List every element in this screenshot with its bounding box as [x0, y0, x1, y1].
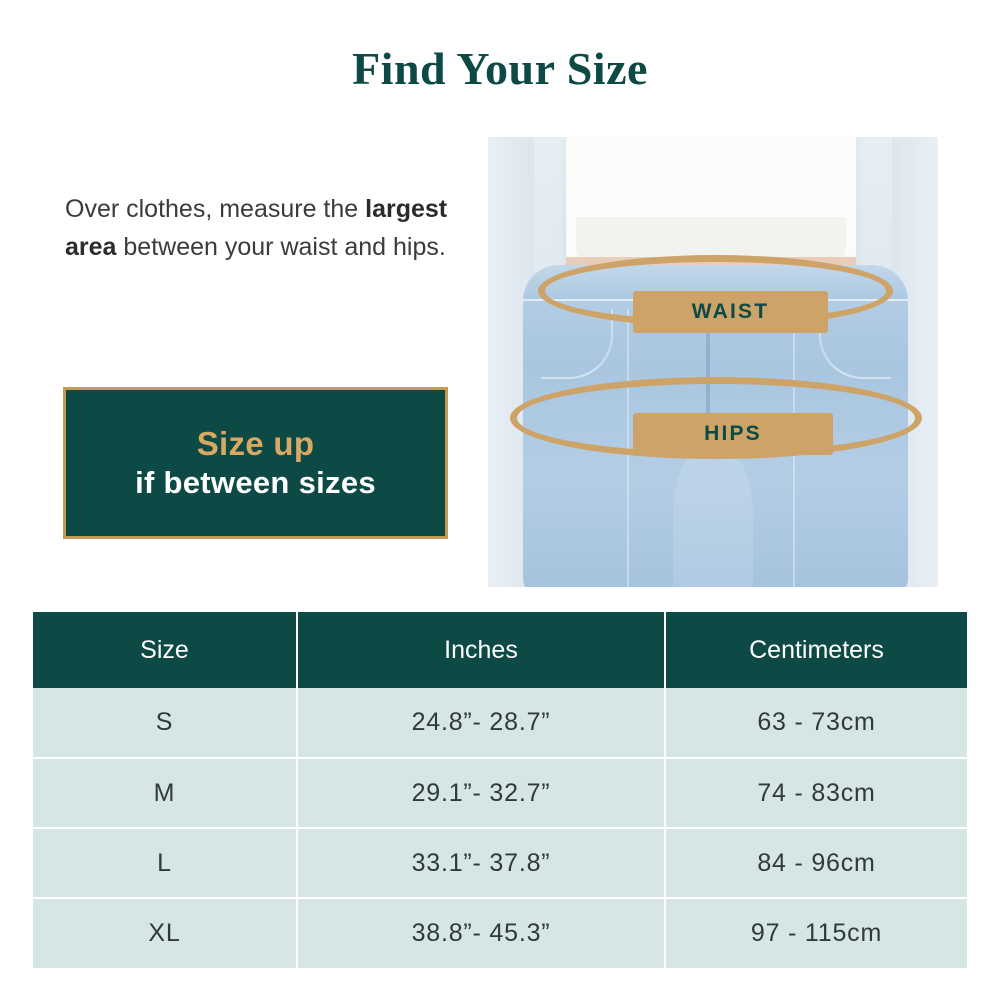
cell-centimeters: 84 - 96cm — [665, 828, 967, 898]
instruction-part-2: between your waist and hips. — [116, 233, 446, 261]
cell-inches: 33.1”- 37.8” — [297, 828, 665, 898]
jeans-center-shading — [673, 440, 753, 587]
cell-size: S — [33, 688, 297, 758]
size-table — [33, 612, 967, 968]
cell-size: M — [33, 758, 297, 828]
instruction-part-1: Over clothes, measure the — [65, 195, 366, 223]
table-header-row — [33, 612, 967, 688]
measurement-photo — [488, 137, 938, 587]
cell-centimeters: 74 - 83cm — [665, 758, 967, 828]
table-row — [33, 828, 967, 898]
callout-line-1: Size up — [196, 425, 315, 462]
cell-inches: 38.8”- 45.3” — [297, 898, 665, 968]
instruction-emphasis: largest area — [65, 195, 448, 261]
column-header-inches: Inches — [297, 612, 665, 688]
cell-size: L — [33, 828, 297, 898]
column-header-centimeters: Centimeters — [665, 612, 967, 688]
table-row — [33, 898, 967, 968]
column-header-size: Size — [33, 612, 297, 688]
table-row — [33, 758, 967, 828]
cell-centimeters: 63 - 73cm — [665, 688, 967, 758]
cell-size: XL — [33, 898, 297, 968]
callout-line-2: if between sizes — [135, 465, 376, 501]
jeans-pocket-right — [819, 309, 891, 379]
jeans-pocket-left — [541, 309, 613, 379]
table-row — [33, 688, 967, 758]
waist-label: WAIST — [633, 291, 828, 333]
cell-inches: 24.8”- 28.7” — [297, 688, 665, 758]
hips-label: HIPS — [633, 413, 833, 455]
cell-inches: 29.1”- 32.7” — [297, 758, 665, 828]
measure-instruction — [65, 190, 465, 266]
cell-centimeters: 97 - 115cm — [665, 898, 967, 968]
page-title: Find Your Size — [352, 43, 648, 94]
size-up-callout — [63, 387, 448, 539]
